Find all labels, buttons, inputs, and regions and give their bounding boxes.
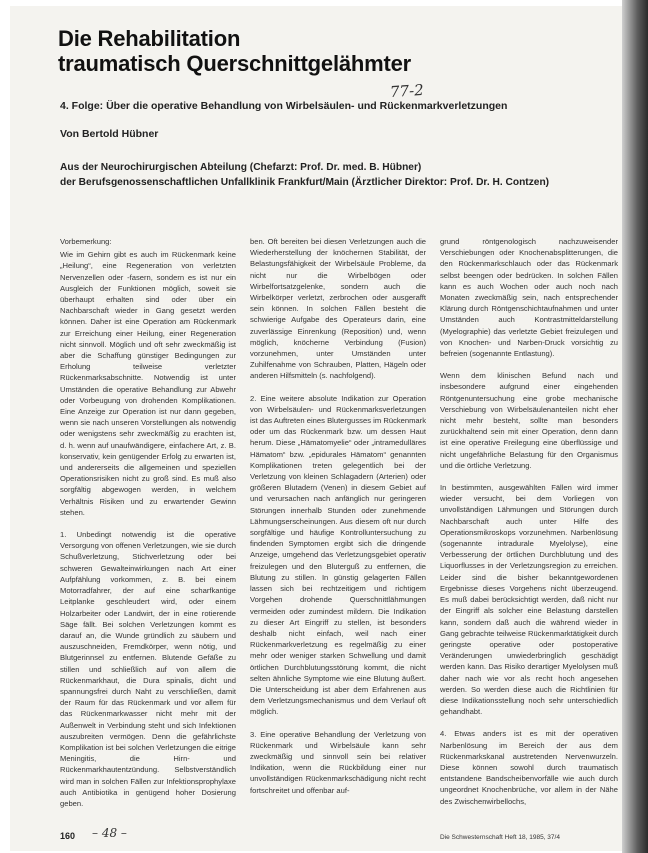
paragraph: Wenn dem klinischen Befund nach und insbesondere aufgrund einer eingehenden Röntgenuntersuchung eine grobe mechanische Verschiebung von Wirbelsäulenanteilen nicht eher nicht mehr besteht, sollte man besonders zurückhaltend sein mit einer Operation, denn dann ist eine operative Freilegung eine überflüssige und nicht ungefährliche Belastung für den Organismus und die örtliche Verletzung. (440, 371, 618, 470)
paragraph: 2. Eine weitere absolute Indikation zur Operation von Wirbelsäulen- und Rückenmarksverletzungen ist das Auftreten eines Blutergusses im Rückenmark oder um das Rückenmark bzw. um dessen Haut herum. Diese „Hämatomyelie“ oder „intramedulläres Hämatom“ bzw. „epidurales Hämatom“ genannten Komplikationen treten gelegentlich bei der Verletzung von kleinen Schlagadern (Arterien) oder größeren Blutadern (Venen) in diesem Gebiet auf und verursachen nach anfänglich nur geringeren Störungen innerhalb Stunden oder zunehmende Lähmungserscheinungen. Aus diesem oft nur durch sorgfältige und häufige Kontrolluntersuchung zu findenden Symptomen ergibt sich die dringende Anzeige, umgehend das Verletzungsgebiet operativ freizulegen und den Bluterguß zu entfernen, die Blutung zu stillen. In günstig gelagerten Fällen lassen sich bei rechtzeitigem und richtigem Vorgehen drohende Querschnittlähmungen vermeiden oder zumindest mildern. Die Indikation zu dieser Art Eingriff zu stellen, ist besonders deshalb nicht einfach, weil nach einer Rückenmarkverletzung es regelmäßig zu einer mehr oder weniger starken Schwellung und damit örtlichen Durchblutungsstörung kommt, die nicht selten ähnliche Symptome wie eine Blutung äußert. Die Unterscheidung ist aber dem Erfahrenen aus dem Verletzungsmechanismus und dem Verlauf oft möglich. (250, 393, 426, 717)
paragraph: grund röntgenologisch nachzuweisender Verschiebungen oder Knochenabsplitterungen, die den Rückenmarkschlauch oder das Rückenmark selbst beengen oder bedrücken. In solchen Fällen kann es auch Wochen oder auch noch nach Monaten zweckmäßig sein, nach entsprechender Klärung durch Röntgenschichtaufnahmen und unter Umständen auch Kontrastmitteldarstellung (Myelographie) das verletzte Gebiet freizulegen und von Knochen- und Narben-Druck vorsichtig zu befreien (sogenannte Entlastung). (440, 237, 618, 359)
handwritten-note: 77-2 (389, 80, 425, 102)
handwritten-page-number: – 48 – (92, 826, 127, 840)
paragraph: 4. Etwas anders ist es mit der operativen Narbenlösung im Bereich der aus dem Rückenmarkskanal austretenden Nervenwurzeln. Diese können sowohl durch traumatisch entstandene Bandscheibenvorfälle wie auch durch ungeordnet Knochenbrüche, vor allem in der Nähe des Zwischenwirbellochs, (440, 729, 618, 806)
paragraph: ben. Oft bereiten bei diesen Verletzungen auch die Wiederherstellung der knöchernen Stabilität, der Belastungsfähigkeit der Wirbelsäule Probleme, da nicht nur die Wirbelbögen oder Wirbelfortsatzgelenke, sondern auch die Wirbelkörper verletzt, zerbrochen oder ausgerafft sein können. In solchen Fällen besteht die schwierige Aufgabe des Operateurs darin, eine zuverlässige Einrenkung (Reposition) und, wenn möglich, knöcherne Verbindung (Fusion) vorzunehmen, unter Umständen unter Zuhilfenahme von Schrauben, Platten, Hägeln oder anderen Hilfsmitteln (s. nachfolgend). (250, 237, 426, 381)
article-subtitle: 4. Folge: Über die operative Behandlung von Wirbelsäulen- und Rückenmarkverletzungen (60, 100, 508, 112)
article-title: Die Rehabilitation traumatisch Querschnittgelähmter (58, 26, 412, 76)
page-number: 160 (60, 831, 76, 841)
scan-edge-shadow (622, 0, 648, 853)
text-column-1 (60, 236, 236, 820)
preliminary-remark-heading: Vorbemerkung: (60, 237, 112, 246)
affiliation-line-1: Aus der Neurochirurgischen Abteilung (Chefarzt: Prof. Dr. med. B. Hübner) (60, 162, 422, 173)
text-column-2 (250, 236, 426, 807)
paragraph: 1. Unbedingt notwendig ist die operative Versorgung von offenen Verletzungen, wie sie durch Schußverletzung, Stichverletzung oder bei schweren Gewalteinwirkungen nach Art einer Aufpfählung vorkommen, z. B. bei einem Motorradfahrer, der auf eine scharfkantige Leitplanke geschleudert wird, oder einem Holzarbeiter oder Landwirt, der in eine rotierende Säge fällt. Bei solchen Verletzungen kommt es darauf an, die Wunde gründlich zu säubern und auszuschneiden, Fremdkörper, wenn nötig, und Blutgerinnsel zu entfernen. Blutende Gefäße zu stillen und schließlich auf von allem die Rückenmarkhaut, die Dura spinalis, dicht und spannungsfrei durch Naht zu verschließen, damit der Raum für das Rückenmark und vor allem für das Rückenmarkwasser nicht mehr mit der Außenwelt in Verbindung steht und sich Infektionen auszubreiten vermögen. Denn die gefährlichste Komplikation ist bei solchen Verletzungen die eitrige Meningitis, die Hirn- und Rückenmarkhautentzündung. Selbstverständlich wird man in solchen Fällen zur Infektionsprophylaxe auch Antibiotika in genügend hoher Dosierung geben. (60, 530, 236, 808)
paragraph: 3. Eine operative Behandlung der Verletzung von Rückenmark und Wirbelsäule kann sehr zweckmäßig und sinnvoll sein bei relativer Indikation, wenn die Rückbildung einer nur unvollständigen Rückenmarkschädigung nicht recht fortschreitet und offenbar auf- (250, 729, 426, 795)
affiliation-line-2: der Berufsgenossenschaftlichen Unfallklinik Frankfurt/Main (Ärztlicher Direktor: Prof. Dr. H. Contzen) (60, 177, 550, 188)
paragraph: In bestimmten, ausgewählten Fällen wird immer wieder versucht, bei dem Vorliegen von unvollständigen Lähmungen und Störungen durch Nachbarschaft auch unter Hilfe des Operationsmikroskops vorzunehmen. Narbenlösung (sogenannte intradurale Myelolyse), eine Verbesserung der örtlichen Durchblutung und des Liquorflusses in der Verletzungsregion zu erreichen. Leider sind die bisher bekanntgewordenen Ergebnisse dieses Vorgehens nicht überzeugend. Es muß dabei berücksichtigt werden, daß nicht nur der Eingriff als solcher eine Belastung darstellen kann, sondern daß auch die während wieder in Gang gebrachte teilweise Rückenmarktätigkeit durch geringste operative oder postoperative Veränderungen unwiederbringlich geschädigt werden kann. Das Risiko derartiger Myelolysen muß daher nach wie vor als recht hoch angesehen werden. So werden diese auch die Richtlinien für diese Indikationsstellung noch sehr unterschiedlich gehandhabt. (440, 483, 618, 717)
author-line: Von Bertold Hübner (60, 128, 159, 140)
text-column-3 (440, 236, 618, 818)
journal-reference: Die Schwesternschaft Heft 18, 1985, 37/4 (440, 834, 560, 841)
affiliation-block (60, 160, 549, 190)
paragraph: Wie im Gehirn gibt es auch im Rückenmark keine „Heilung“, eine Regeneration von verletzten Nervenzellen oder -fasern, sondern es ist nur ein Ausgleich der Funktionen möglich, soweit sie überhaupt erhalten sind oder über ein Nachbarschaft wieder in Gang gesetzt werden können. Daher ist eine Operation am Rückenmark zur Erreichung einer Heilung, einer Regeneration nicht sinnvoll. Möglich und oft sehr zweckmäßig ist aber die Schaffung günstiger Bedingungen zur Erholung teilweise verletzter Rückenmarksabschnitte. Notwendig ist unter Umständen die operative Behandlung zur Abwehr oder Vorbeugung von drohenden Komplikationen. Eine Anzeige zur Operation ist nur dann gegeben, wenn sie nach unseren Vorstellungen als notwendig oder wenigstens sehr zweckmäßig zu erachten ist, d. h. wenn auf unaufwändigere, einfachere Art, z. B. konservativ, kein genügender Erfolg zu erwarten ist, und andererseits die allgemeinen und speziellen Operationsrisiken nicht zu groß sind. Es muß also sorgfältig abgewogen werden, in welchem Verhältnis Risiken und zu erwartender Gewinn stehen. (60, 250, 236, 517)
